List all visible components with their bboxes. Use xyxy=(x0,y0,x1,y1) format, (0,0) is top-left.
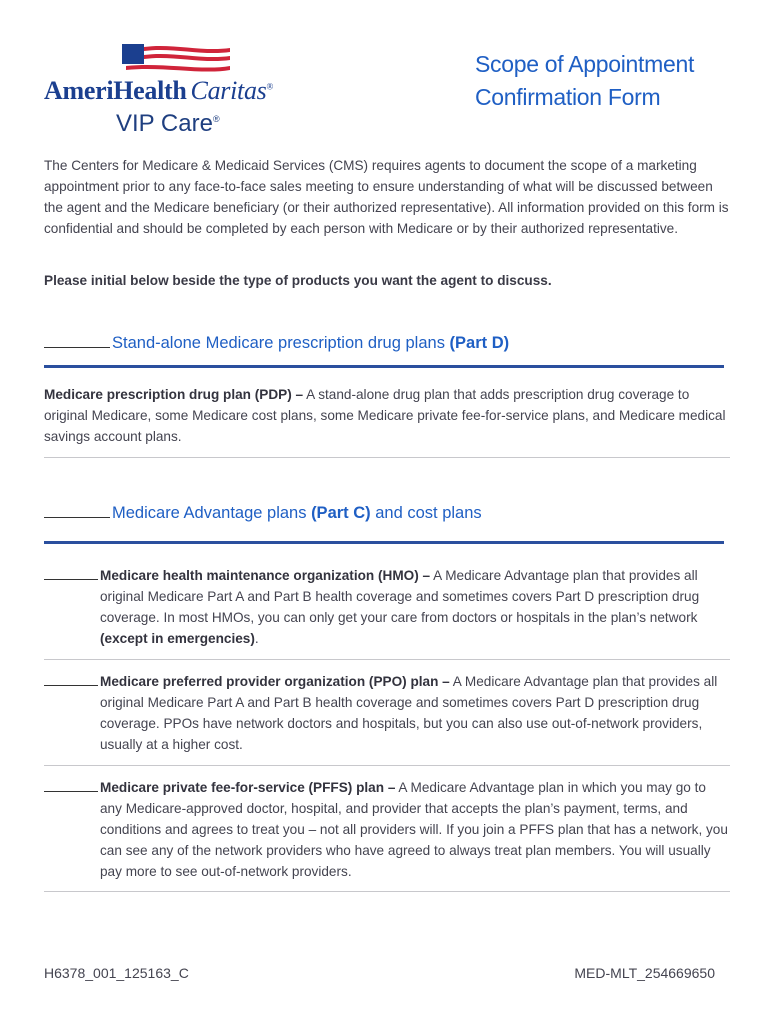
instruction-text: Please initial below beside the type of products you want the agent to discuss. xyxy=(44,273,552,288)
brand-name: AmeriHealth Caritas® xyxy=(44,76,274,105)
section-part-c-heading: Medicare Advantage plans (Part C) and cost plans xyxy=(44,503,724,523)
form-title: Scope of Appointment Confirmation Form xyxy=(475,51,695,110)
flag-icon xyxy=(122,44,232,78)
divider xyxy=(44,457,730,458)
initial-blank-part-d[interactable] xyxy=(44,333,110,348)
initial-blank-hmo[interactable] xyxy=(44,579,98,580)
initial-blank-ppo[interactable] xyxy=(44,685,98,686)
divider xyxy=(44,365,724,368)
product-name: VIP Care® xyxy=(116,110,220,137)
initial-blank-pffs[interactable] xyxy=(44,791,98,792)
divider xyxy=(44,659,730,660)
divider xyxy=(44,765,730,766)
amerihealth-logo xyxy=(44,42,294,142)
pdp-description: Medicare prescription drug plan (PDP) – A stand-alone drug plan that adds prescription drug coverage to original Medicare, some Medicare cost plans, some Medicare private fee-for-service plans, and Medicare medical savings account plans. xyxy=(44,387,726,444)
divider xyxy=(44,541,724,544)
section-part-d-heading: Stand-alone Medicare prescription drug plans (Part D) xyxy=(44,333,724,353)
intro-paragraph: The Centers for Medicare & Medicaid Services (CMS) requires agents to document the scope of a marketing appointment prior to any face-to-face sales meeting to ensure understanding of what will be discussed between the agent and the Medicare beneficiary (or their authorized representative). All information provided on this form is confidential and should be completed by each person with Medicare or by their authorized representative. xyxy=(44,158,729,236)
footer-code-right: MED-MLT_254669650 xyxy=(574,965,715,981)
footer-code-left: H6378_001_125163_C xyxy=(44,965,189,981)
initial-blank-part-c[interactable] xyxy=(44,503,110,518)
divider xyxy=(44,891,730,892)
